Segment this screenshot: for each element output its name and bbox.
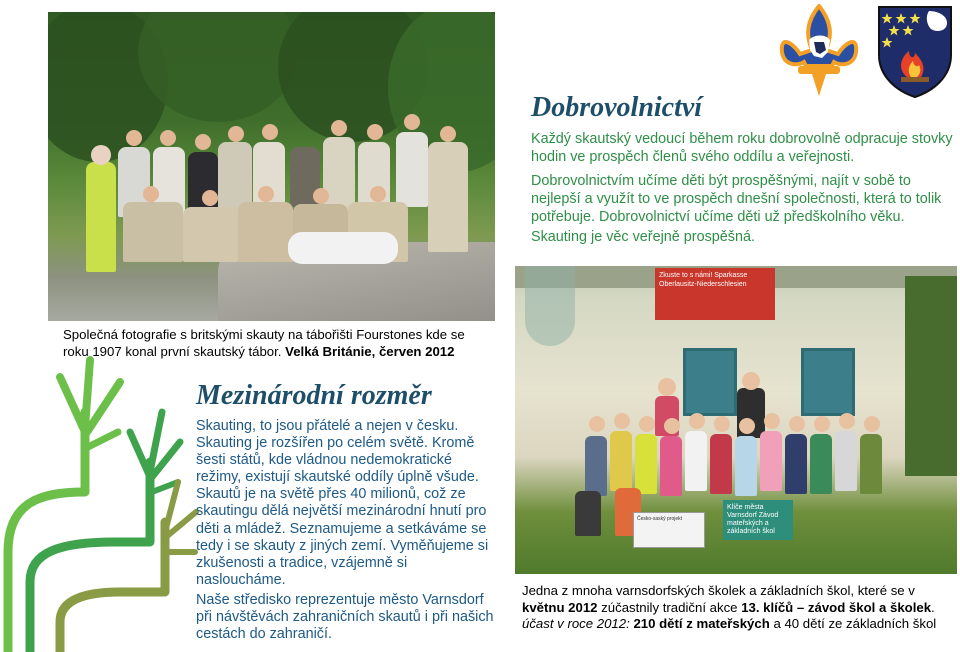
title-dobrovolnictvi: Dobrovolnictví — [531, 92, 703, 123]
dobrovolnictvi-paragraph-2: Dobrovolnictvím učíme děti být prospěšnými, najít v sobě to nejlepší a využít to ve prospěch dnešní společnosti, která to tolik potřebuje. Dobrovolnictví učíme děti už předškolního věku. — [531, 173, 942, 226]
mezinarodni-paragraph-2: Naše středisko reprezentuje město Varnsdorf při návštěvách zahraničních skautů i při našich cestách do zahraničí. — [196, 592, 494, 643]
title-mezinarodni-rozmer: Mezinárodní rozměr — [196, 380, 432, 411]
dobrovolnictvi-paragraph-3: Skauting je věc veřejně prospěšná. — [531, 229, 755, 245]
caption1-bold: Velká Británie, červen 2012 — [285, 343, 455, 359]
photo2-sign-1: Česko-saský projekt — [633, 512, 705, 548]
shield-logo — [877, 5, 953, 99]
caption2-italic: účast v roce 2012: — [522, 616, 630, 631]
photo2-caption — [522, 583, 952, 633]
caption2-bold-1: květnu 2012 — [522, 599, 598, 615]
caption2-text-1: Jedna z mnoha varnsdorfských školek a základních škol, které se v — [522, 583, 915, 598]
fleur-de-lis-logo — [776, 4, 862, 100]
caption1-text: Společná fotografie s britskými skauty na tábořišti Fourstones kde se roku 1907 konal první skautský tábor. — [63, 327, 465, 359]
photo2-banner-text: Zkuste to s námi! Sparkasse Oberlausitz-Niederschlesien — [655, 268, 775, 320]
mezinarodni-paragraph-1: Skauting, to jsou přátelé a nejen v česku. Skauting je rozšířen po celém světě. Kromě šesti států, kde vládnou nedemokratické režimy, existují skautské oddíly úplně všude. Skautů je na světě přes 40 milionů, což ze skautingu dělá největší mezinárodní hnutí pro děti a mládež. Seznamujeme a setkáváme se tedy i se skauty z jiných zemí. Vyměňujeme si zkušenosti a tradice, vzájemně si nasloucháme. — [196, 418, 489, 588]
caption2-text-3: . — [931, 599, 935, 615]
group-photo — [48, 12, 495, 321]
hand-tree-graphic — [0, 352, 200, 652]
caption2-bold-3: 210 dětí z mateřských — [633, 616, 770, 631]
dobrovolnictvi-paragraph-1: Každý skautský vedoucí během roku dobrovolně odpracuje stovky hodin ve prospěch členů svého oddílu a veřejnosti. — [531, 131, 953, 166]
school-children-photo — [515, 266, 957, 574]
caption2-text-5: a 40 dětí ze základních škol — [769, 616, 937, 631]
caption2-text-2: zúčastnily tradiční akce — [597, 599, 742, 615]
caption2-bold-2: 13. klíčů – závod škol a školek — [741, 599, 932, 615]
photo2-sign-2: Klíče města Varnsdorf Závod mateřských a základních škol — [723, 500, 793, 540]
